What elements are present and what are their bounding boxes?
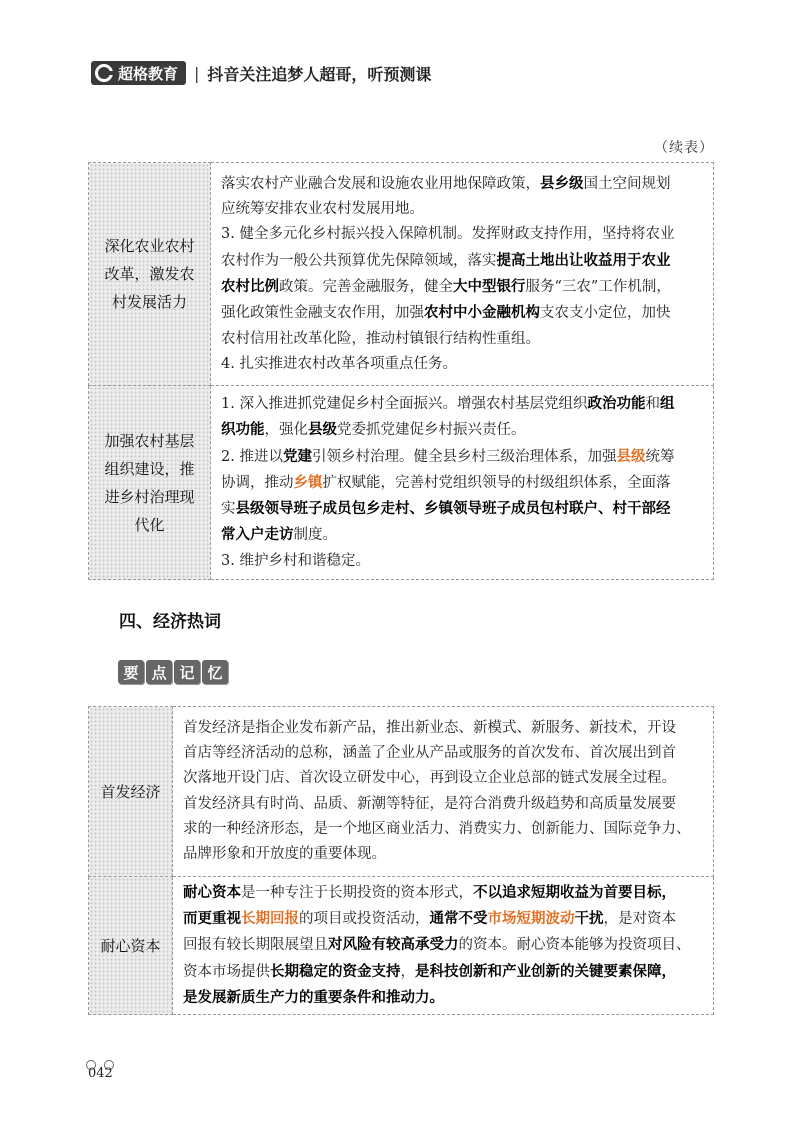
content-line bbox=[221, 352, 705, 377]
bold-text: 是发展新质生产力的重要条件和推动力。 bbox=[183, 988, 444, 1006]
text-run: ， bbox=[400, 963, 415, 980]
text-run: 品牌形象和开放度的重要体现。 bbox=[183, 846, 386, 863]
bold-text: 长期稳定的资金支持 bbox=[270, 962, 401, 980]
text-run: 是一种专注于长期投资的资本形式， bbox=[241, 884, 473, 901]
text-run: ，是对资本 bbox=[603, 911, 676, 928]
text-run: 农村信用社改革化险，推动村镇银行结构性重组。 bbox=[221, 330, 540, 347]
logo-text: 超格教育 bbox=[118, 64, 179, 83]
badge-char: 要 bbox=[118, 660, 144, 684]
content-line bbox=[221, 222, 705, 247]
bold-text: 农村比例 bbox=[221, 278, 279, 295]
content-line bbox=[183, 985, 705, 1011]
highlight-text: 县级 bbox=[616, 447, 646, 465]
text-run: 落实农村产业融合发展和设施农业用地保障政策， bbox=[221, 175, 540, 192]
text-run: ，强化 bbox=[264, 422, 308, 439]
text-run: 政策。完善金融服务，健全 bbox=[279, 279, 453, 295]
row-label: 耐心资本 bbox=[89, 877, 173, 1015]
row-label: 首发经济 bbox=[89, 707, 173, 877]
row-label: 深化农业农村改革，激发农村发展活力 bbox=[89, 163, 211, 386]
content-line bbox=[183, 716, 705, 741]
text-run: 求的一种经济形态，是一个地区商业活力、消费实力、创新能力、国际竞争力、 bbox=[183, 820, 691, 837]
bold-text: 耐心资本 bbox=[183, 883, 241, 901]
content-line bbox=[221, 549, 705, 574]
text-run: 3. 维护乡村和谐稳定。 bbox=[221, 552, 370, 569]
table-row bbox=[89, 707, 714, 877]
text-run: 国土空间规划 bbox=[583, 175, 671, 192]
bold-text: 常入户走访 bbox=[221, 526, 294, 544]
content-line bbox=[183, 741, 705, 766]
content-line bbox=[221, 274, 705, 300]
section-title: 四、经济热词 bbox=[119, 612, 221, 632]
content-line bbox=[221, 300, 705, 326]
bold-text: 对风险有较高承受力 bbox=[328, 936, 459, 954]
text-run: 强化政策性金融支农作用，加强 bbox=[221, 305, 424, 322]
text-run: 次落地开设门店、首次设立研发中心，再到设立企业总部的链式发展全过程。 bbox=[183, 770, 676, 787]
continued-label: （续表） bbox=[654, 140, 714, 156]
content-line bbox=[221, 171, 705, 197]
text-run: 3. 健全多元化乡村振兴投入保障机制。发挥财政支持作用，坚持将农业 bbox=[221, 226, 675, 243]
text-run: 统筹 bbox=[645, 448, 675, 465]
content-line bbox=[221, 496, 705, 522]
bold-text: 不以追求短期收益为首要目标， bbox=[473, 883, 676, 901]
content-line bbox=[183, 842, 705, 867]
highlight-text: 市场短期波动 bbox=[487, 910, 575, 928]
highlight-text: 长期回报 bbox=[241, 910, 299, 928]
text-run: 首店等经济活动的总称，涵盖了企业从产品或服务的首次发布、首次展出到首 bbox=[183, 744, 676, 761]
badge-char: 点 bbox=[146, 660, 172, 684]
text-run: 应统筹安排农业农村发展用地。 bbox=[221, 201, 424, 218]
text-run: 协调，推动 bbox=[221, 474, 294, 491]
bold-text: 县乡级 bbox=[540, 174, 584, 192]
row-content bbox=[173, 707, 714, 877]
bold-text: 大中型银行 bbox=[453, 278, 526, 295]
table-row bbox=[89, 877, 714, 1015]
text-run: 的资本。耐心资本能够为投资项目、 bbox=[458, 937, 691, 954]
badge-char: 忆 bbox=[202, 660, 228, 684]
text-run: 支农支小定位，加快 bbox=[540, 305, 671, 322]
content-line bbox=[221, 522, 705, 548]
bold-text: 通常不受 bbox=[429, 910, 488, 928]
content-line bbox=[221, 391, 705, 417]
bold-text: 织功能 bbox=[221, 421, 265, 439]
bold-text: 而更重视 bbox=[183, 910, 241, 928]
text-run: 首发经济是指企业发布新产品，推出新业态、新模式、新服务、新技术，开设 bbox=[183, 719, 676, 736]
table-row bbox=[89, 386, 714, 580]
row-content bbox=[211, 386, 714, 580]
text-run: 党委抓党建促乡村振兴责任。 bbox=[337, 422, 526, 439]
header-separator: | bbox=[194, 63, 200, 83]
text-run: 的项目或投资活动， bbox=[299, 911, 430, 928]
page-number-badge bbox=[84, 1060, 118, 1088]
bold-text: 农村中小金融机构 bbox=[424, 304, 540, 322]
logo-g-icon bbox=[95, 64, 113, 82]
key-points-badge bbox=[118, 660, 228, 684]
text-run: 和 bbox=[645, 395, 660, 412]
text-run: 引领乡村治理。健全县乡村三级治理体系，加强 bbox=[311, 448, 617, 465]
content-line bbox=[221, 197, 705, 222]
bold-text: 党建 bbox=[282, 447, 312, 465]
content-line bbox=[183, 932, 705, 958]
text-run: 服务“三农”工作机制， bbox=[525, 279, 671, 295]
content-line bbox=[183, 817, 705, 842]
page-header bbox=[91, 61, 431, 85]
content-line bbox=[221, 248, 705, 274]
text-run: 回报有较长期限展望且 bbox=[183, 937, 328, 954]
badge-char: 记 bbox=[174, 660, 200, 684]
bold-text: 干扰 bbox=[574, 910, 604, 928]
table-row bbox=[89, 163, 714, 386]
bold-text: 组 bbox=[659, 394, 675, 412]
text-run: 1. 深入推进抓党建促乡村全面振兴。增强农村基层党组织 bbox=[221, 395, 588, 412]
row-label: 加强农村基层组织建设，推进乡村治理现代化 bbox=[89, 386, 211, 580]
bold-text: 县级领导班子成员包乡走村、乡镇领导班子成员包村联户、村干部经 bbox=[235, 500, 671, 518]
content-line bbox=[183, 906, 705, 932]
bold-text: 政治功能 bbox=[587, 394, 646, 412]
content-line bbox=[183, 959, 705, 985]
text-run: 实 bbox=[221, 501, 236, 518]
text-run: 资本市场提供 bbox=[183, 963, 270, 980]
bold-text: 是科技创新和产业创新的关键要素保障， bbox=[415, 962, 676, 980]
content-line bbox=[221, 327, 705, 352]
text-run: 农村作为一般公共预算优先保障领域，落实 bbox=[221, 252, 497, 269]
text-run: 制度。 bbox=[293, 527, 337, 544]
content-line bbox=[183, 766, 705, 791]
terms-table bbox=[88, 706, 714, 1015]
text-run: 首发经济具有时尚、品质、新潮等特征，是符合消费升级趋势和高质量发展要 bbox=[183, 795, 676, 812]
highlight-text: 乡镇 bbox=[293, 473, 323, 491]
content-line bbox=[221, 470, 705, 496]
bold-text: 县级 bbox=[308, 421, 337, 439]
text-run: 4. 扎实推进农村改革各项重点任务。 bbox=[221, 355, 457, 372]
page-number: 042 bbox=[88, 1066, 113, 1081]
content-line bbox=[183, 880, 705, 906]
policy-table bbox=[88, 162, 714, 580]
bold-text: 提高土地出让收益用于农业 bbox=[496, 251, 671, 269]
text-run: 扩权赋能，完善村党组织领导的村级组织体系，全面落 bbox=[322, 474, 671, 491]
row-content bbox=[211, 163, 714, 386]
brand-logo bbox=[91, 61, 186, 85]
content-line bbox=[221, 444, 705, 470]
content-line bbox=[221, 417, 705, 443]
content-line bbox=[183, 792, 705, 817]
text-run: 2. 推进以 bbox=[221, 448, 283, 465]
row-content bbox=[173, 877, 714, 1015]
header-slogan: 抖音关注追梦人超哥，听预测课 bbox=[207, 64, 432, 84]
